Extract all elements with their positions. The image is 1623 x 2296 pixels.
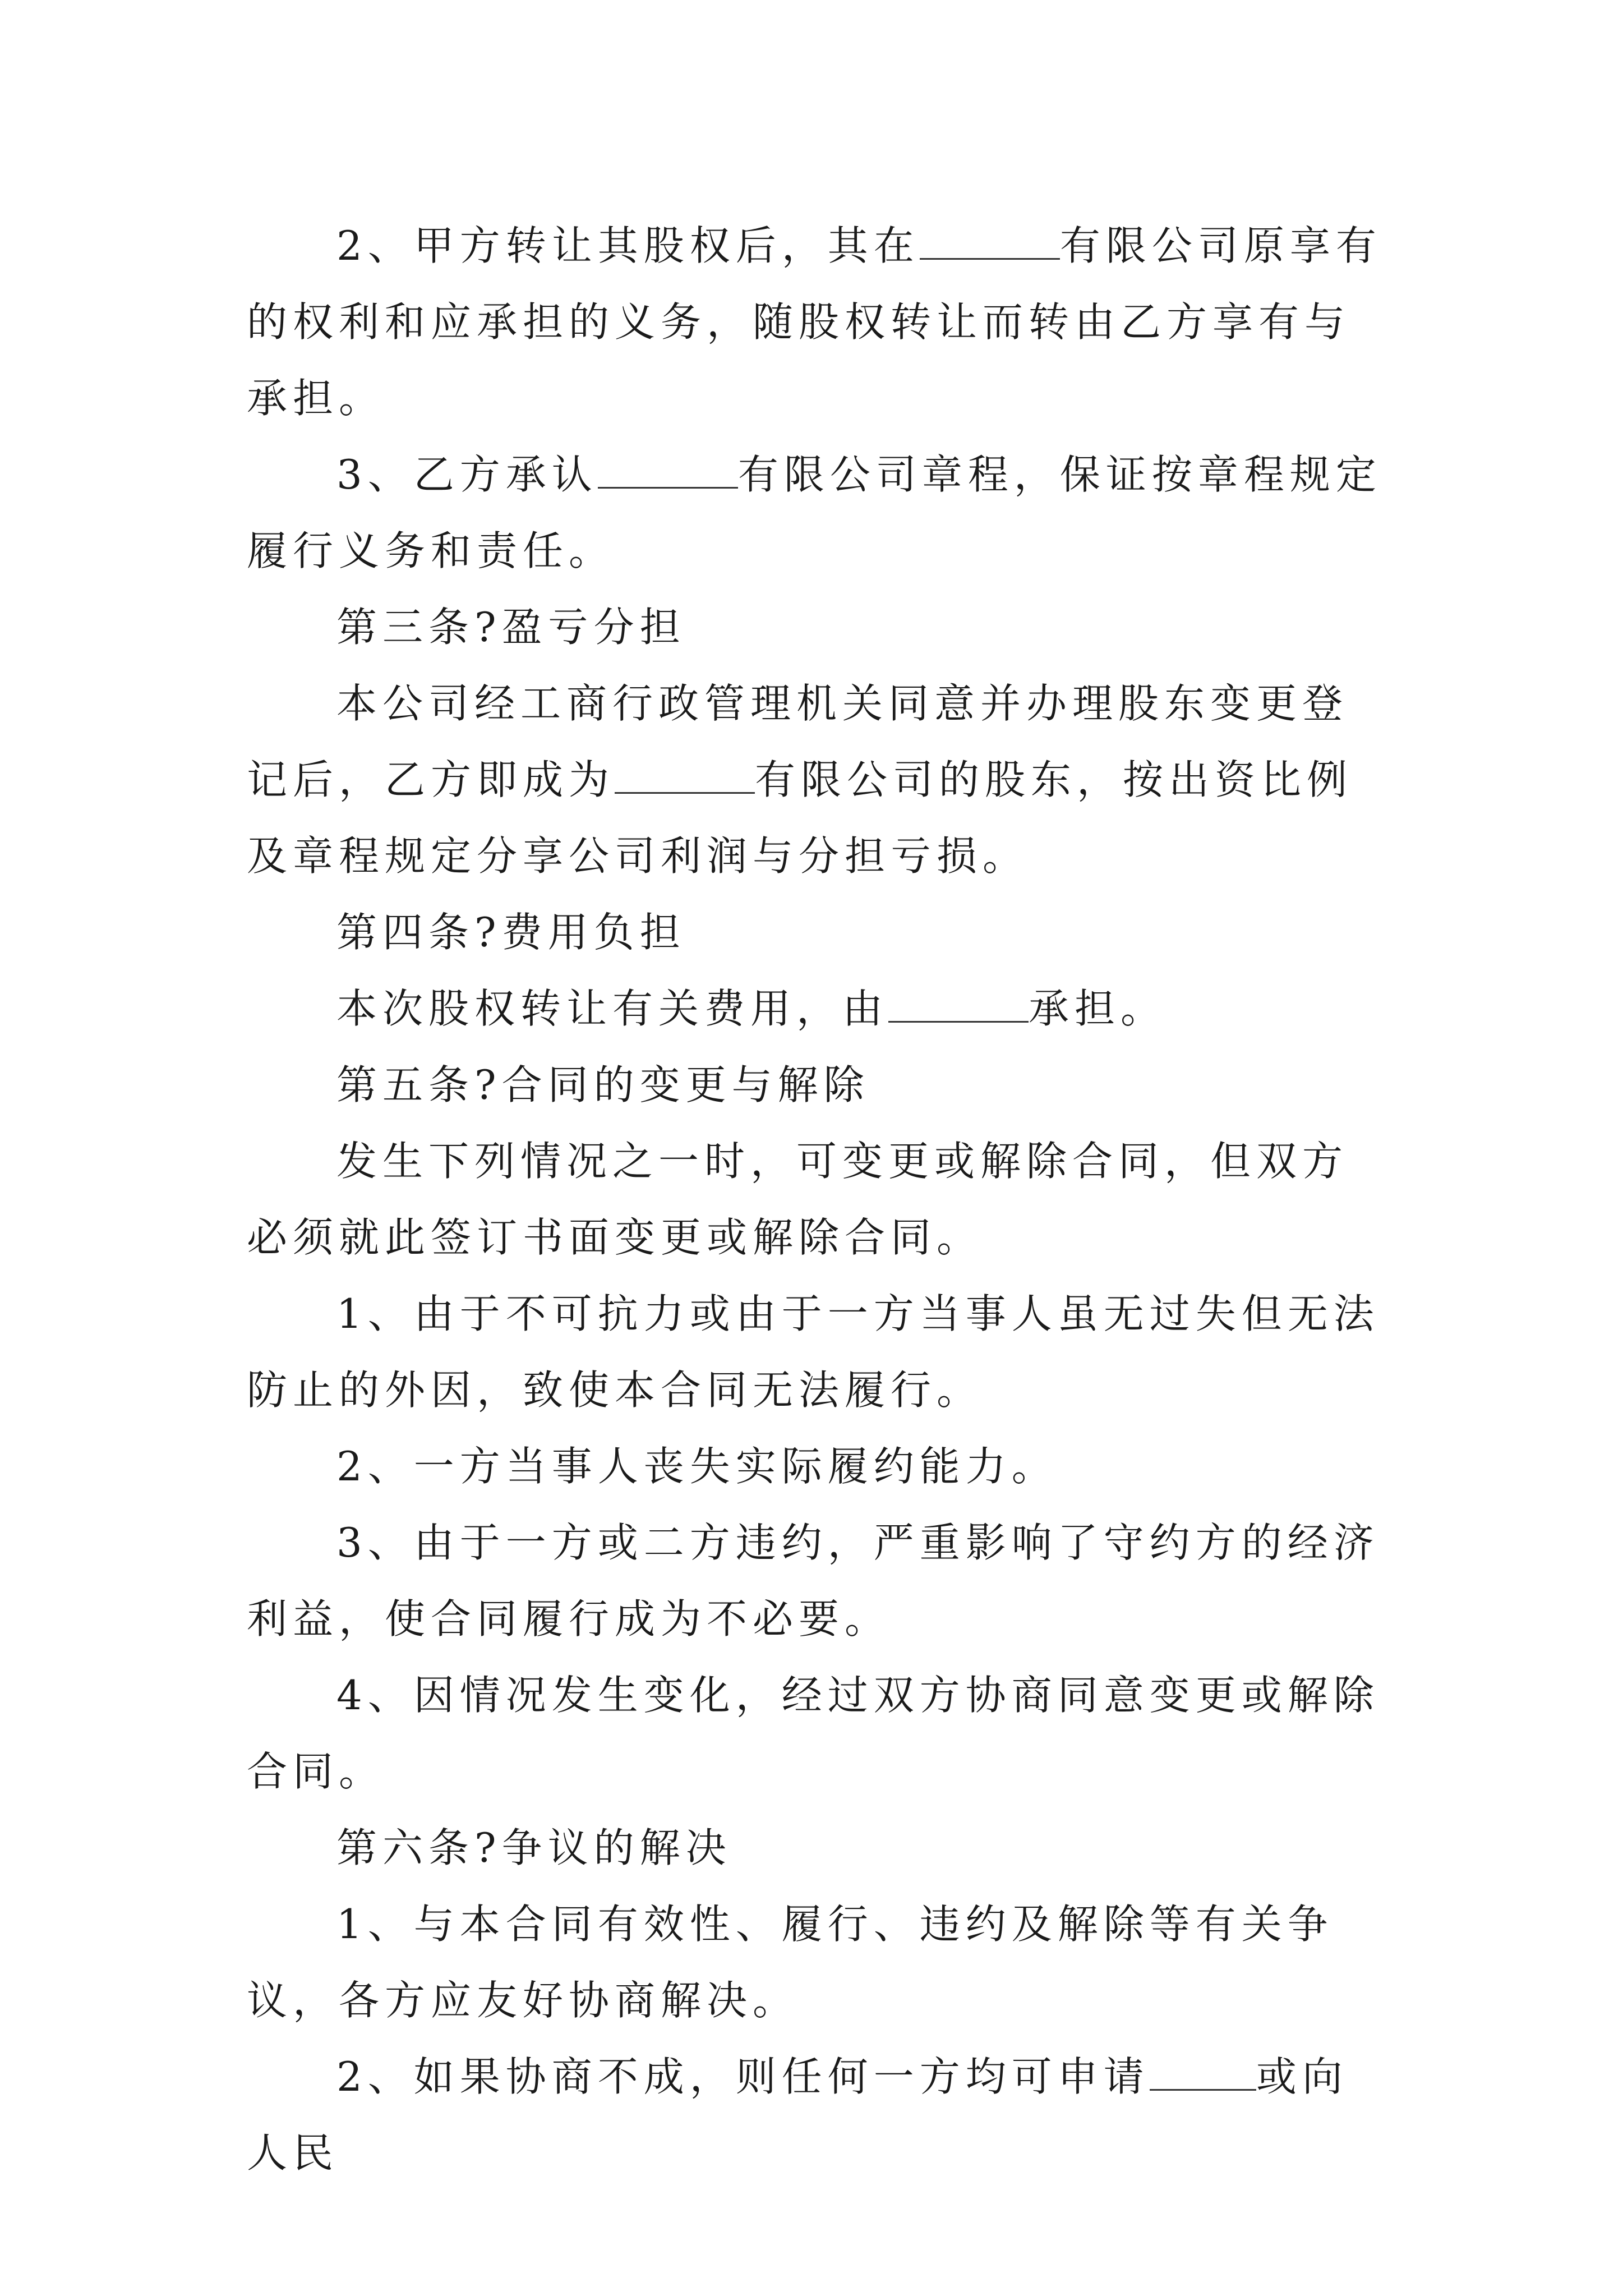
- clause-paragraph: [247, 665, 1391, 894]
- clause-paragraph: [247, 208, 1391, 436]
- paragraph-text: 有限公司原享有的权利和应承担的义务，随股权转让而转由乙方享有与承担。: [247, 222, 1382, 422]
- fill-in-blank[interactable]: [1150, 2044, 1256, 2091]
- clause-paragraph: 2、一方当事人丧失实际履约能力。: [336, 1443, 1058, 1490]
- clause-paragraph: 发生下列情况之一时，可变更或解除合同，但双方必须就此签订书面变更或解除合同。: [247, 1138, 1349, 1261]
- article-heading: 第四条?费用负担: [336, 909, 686, 956]
- clause-paragraph: 4、因情况发生变化，经过双方协商同意变更或解除合同。: [247, 1672, 1380, 1795]
- clause-paragraph: 1、与本合同有效性、履行、违约及解除等有关争议，各方应友好协商解决。: [247, 1901, 1334, 2024]
- document-body: [247, 208, 1391, 2191]
- paragraph-text: 3、乙方承认: [336, 451, 598, 498]
- paragraph-text: 本次股权转让有关费用，由: [336, 985, 889, 1032]
- clause-paragraph: 3、由于一方或二方违约，严重影响了守约方的经济利益，使合同履行成为不必要。: [247, 1519, 1380, 1642]
- fill-in-blank[interactable]: [598, 442, 738, 489]
- paragraph-text: 有限公司章程，保证按章程规定履行义务和责任。: [247, 451, 1382, 574]
- clause-paragraph: [247, 2039, 1391, 2191]
- fill-in-blank[interactable]: [888, 976, 1029, 1023]
- article-heading: 第三条?盈亏分担: [336, 604, 686, 651]
- article-heading: 第六条?争议的解决: [336, 1824, 732, 1871]
- fill-in-blank[interactable]: [920, 213, 1060, 260]
- clause-paragraph: 1、由于不可抗力或由于一方当事人虽无过失但无法防止的外因，致使本合同无法履行。: [247, 1290, 1380, 1414]
- paragraph-text: 承担。: [1029, 985, 1167, 1032]
- article-heading: 第五条?合同的变更与解除: [336, 1061, 870, 1108]
- paragraph-text: 或向人民: [247, 2053, 1348, 2177]
- paragraph-text: 2、甲方转让其股权后，其在: [336, 222, 920, 269]
- clause-paragraph: [247, 970, 1391, 1047]
- fill-in-blank[interactable]: [615, 747, 755, 794]
- clause-paragraph: [247, 436, 1391, 589]
- paragraph-text: 2、如果协商不成，则任何一方均可申请: [336, 2053, 1150, 2100]
- paragraph-text: 有限公司的股东，按出资比例及章程规定分享公司利润与分担亏损。: [247, 756, 1353, 880]
- paragraph-text: 本公司经工商行政管理机关同意并办理股东变更登记后，乙方即成为: [247, 680, 1349, 803]
